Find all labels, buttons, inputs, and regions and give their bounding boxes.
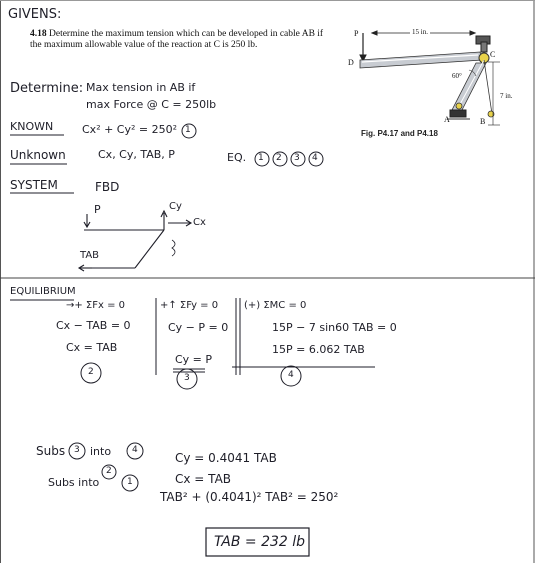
problem-text: Determine the maximum tension which can be developed in cable AB if the maximum allowable value of the reaction at C is 250 lb.: [30, 29, 324, 50]
sum-fx-line-1: Cx − TAB = 0: [56, 319, 131, 332]
fig-dim-7: 7 in.: [500, 92, 513, 100]
subs-label: Subs: [36, 444, 66, 458]
fig-label-d: D: [348, 58, 354, 67]
determine-label: Determine:: [10, 81, 84, 96]
fig-label-p: P: [354, 29, 359, 38]
fbd-force-tab: TAB: [80, 250, 100, 261]
eq-circle-3: 3: [184, 373, 190, 383]
subs-to-eq: 4: [132, 445, 138, 455]
sum-mc-line-2: 15P = 6.062 TAB: [272, 343, 365, 356]
subs-from-eq: 3: [74, 445, 80, 455]
equilibrium-label: EQUILIBRIUM: [10, 286, 76, 297]
fig-label-c: C: [490, 50, 496, 59]
unknown-label: Unknown: [10, 148, 66, 162]
fig-angle-60: 60°: [452, 72, 462, 80]
subs-into-word: into: [90, 445, 112, 458]
determine-line-1: Max tension in AB if: [86, 81, 196, 94]
figure-caption: Fig. P4.17 and P4.18: [361, 129, 438, 138]
free-body-diagram: [79, 211, 191, 271]
unknown-vars: Cx, Cy, TAB, P: [98, 148, 175, 161]
eq-circle-4: 4: [288, 370, 294, 380]
subs-result-cx: Cx = TAB: [175, 472, 232, 486]
sum-mc-line-1: 15P − 7 sin60 TAB = 0: [272, 321, 397, 334]
subs-result-cy: Cy = 0.4041 TAB: [175, 451, 277, 465]
sum-fy-line-1: Cy − P = 0: [168, 321, 229, 334]
determine-line-2: max Force @ C = 250lb: [86, 98, 217, 111]
fbd-label: FBD: [95, 180, 120, 194]
system-label: SYSTEM: [10, 178, 58, 192]
givens-label: GIVENS:: [8, 7, 62, 22]
known-equation: Cx² + Cy² = 250²: [82, 123, 178, 136]
eq-number-3: 3: [294, 153, 300, 163]
sum-mc-header: (+) ΣMC = 0: [244, 300, 307, 311]
final-answer: TAB = 232 lb: [214, 534, 306, 550]
sum-fy-header: +↑ ΣFy = 0: [160, 300, 219, 311]
eq-number-1: 1: [258, 153, 264, 163]
problem-statement: [30, 29, 335, 51]
problem-figure: [360, 31, 500, 125]
subs-equation: TAB² + (0.4041)² TAB² = 250²: [160, 490, 339, 504]
fbd-force-p: P: [94, 203, 101, 216]
unknown-eq-label: EQ.: [227, 151, 247, 164]
sum-fy-line-2: Cy = P: [175, 353, 213, 366]
eq-circle-2: 2: [88, 367, 94, 377]
subs-into-1-label: Subs into: [48, 476, 100, 489]
problem-number: 4.18: [30, 29, 47, 39]
fig-dim-15: 15 in.: [412, 28, 428, 36]
fbd-force-cx: Cx: [193, 217, 206, 228]
known-eq-number: 1: [185, 125, 191, 135]
sum-fx-line-2: Cx = TAB: [66, 341, 118, 354]
known-label: KNOWN: [10, 120, 54, 133]
subs-result-eq-num: 2: [106, 466, 112, 476]
fig-label-a: A: [444, 115, 450, 124]
fbd-force-cy: Cy: [169, 201, 182, 212]
sum-fx-header: →+ ΣFx = 0: [66, 300, 126, 311]
eq-number-4: 4: [312, 153, 318, 163]
subs-into-1-eq: 1: [127, 477, 133, 487]
eq-number-2: 2: [276, 153, 282, 163]
fig-label-b: B: [480, 117, 486, 126]
